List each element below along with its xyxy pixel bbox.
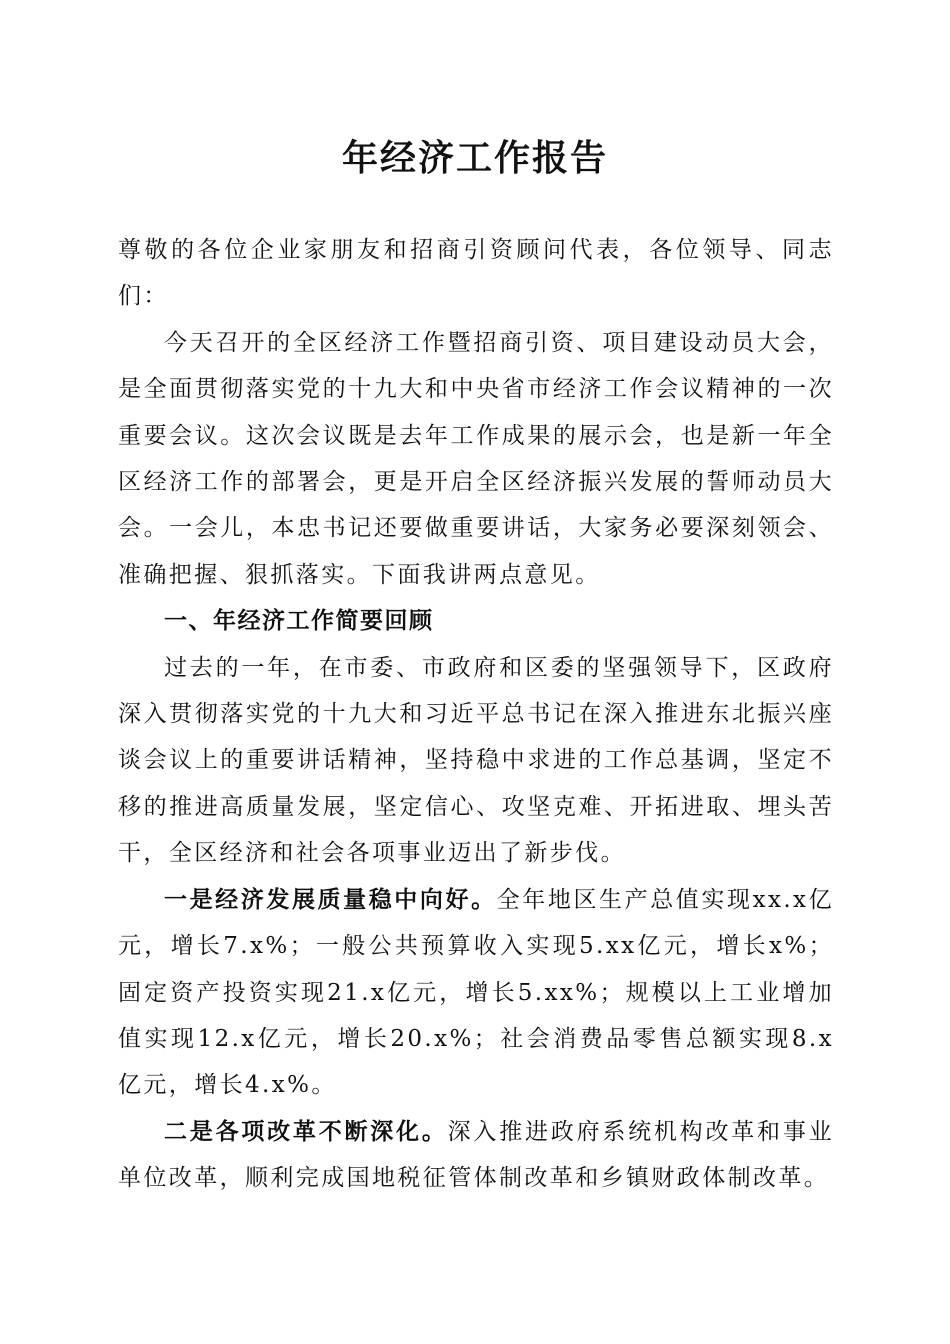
section-heading: 一、年经济工作简要回顾 — [164, 608, 434, 635]
document-title: 年经济工作报告 — [341, 137, 608, 179]
point-one-lead: 一是经济发展质量稳中向好。 — [164, 885, 497, 913]
point-one-text: 全年地区生产总值实现xx.x亿元，增长7.x%；一般公共预算收入实现5.xx亿元，增长x%；固定资产投资实现21.x亿元，增长5.xx%；规模以上工业增加值实现12.x亿元，增长20.x%；社会消费品零售总额实现8.x亿元，增长4.x%。 — [118, 886, 834, 1099]
intro-paragraph: 今天召开的全区经济工作暨招商引资、项目建设动员大会，是全面贯彻落实党的十九大和中央省市经济工作会议精神的一次重要会议。这次会议既是去年工作成果的展示会，也是新一年全区经济工作的部署会，更是开启全区经济振兴发展的誓师动员大会。一会儿，本忠书记还要做重要讲话，大家务必要深刻领会、准确把握、狠抓落实。下面我讲两点意见。 — [118, 329, 834, 588]
point-two-lead: 二是各项改革不断深化。 — [164, 1117, 448, 1145]
document-body — [118, 227, 834, 1202]
point-two-paragraph — [118, 1109, 834, 1202]
review-paragraph: 过去的一年，在市委、市政府和区委的坚强领导下，区政府深入贯彻落实党的十九大和习近平总书记在深入推进东北振兴座谈会议上的重要讲话精神，坚持稳中求进的工作总基调，坚定不移的推进高质量发展，坚定信心、攻坚克难、开拓进取、埋头苦干，全区经济和社会各项事业迈出了新步伐。 — [118, 654, 834, 867]
salutation: 尊敬的各位企业家朋友和招商引资顾问代表，各位领导、同志们： — [118, 237, 834, 310]
point-two-text: 深入推进政府系统机构改革和事业单位改革，顺利完成国地税征管体制改革和乡镇财政体制改革。 — [118, 1118, 834, 1192]
point-one-paragraph — [118, 877, 834, 1109]
